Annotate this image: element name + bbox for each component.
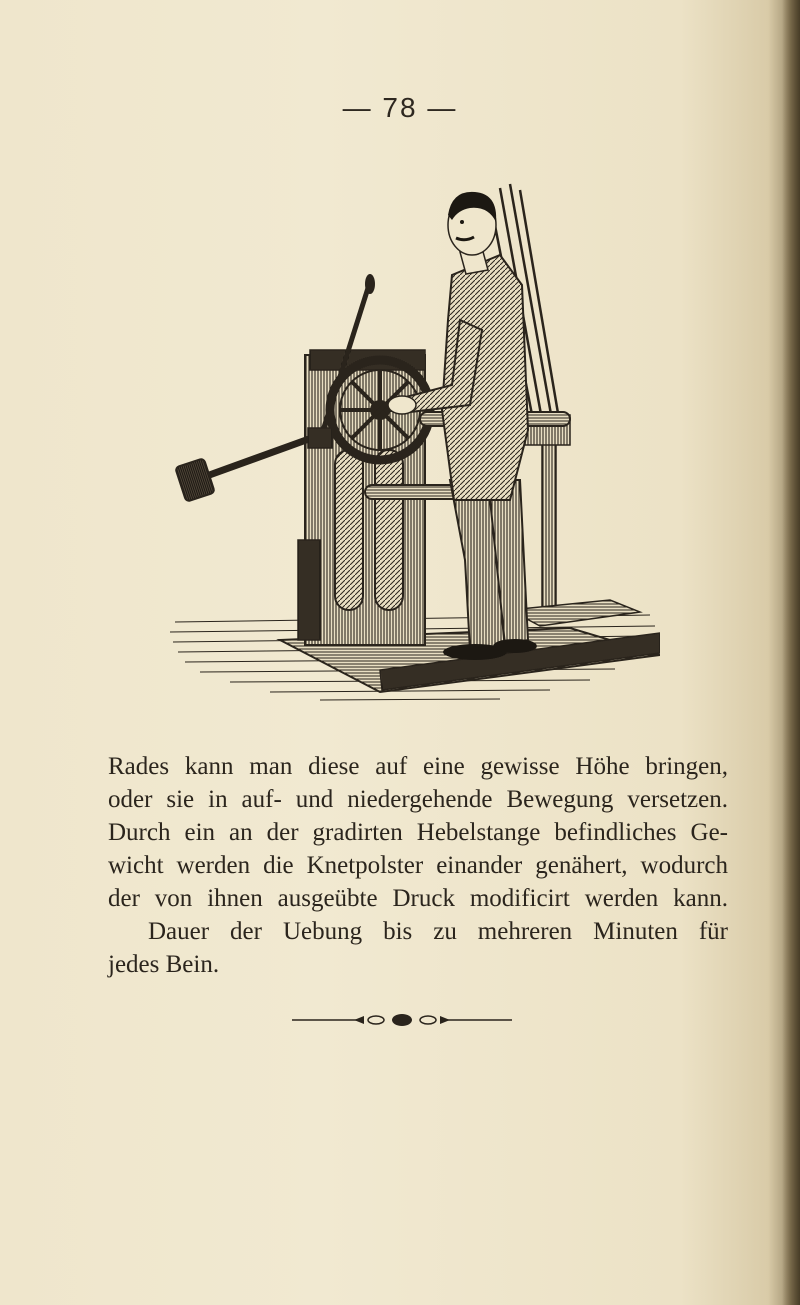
text-line-2: oder sie in auf- und niedergehende Bewegung versetzen.: [108, 786, 728, 813]
section-divider: [0, 1000, 800, 1040]
text-line-6: Dauer der Uebung bis zu mehreren Minuten für: [148, 918, 728, 945]
right-stand-post: [542, 435, 556, 615]
exercise-machine-illustration: [170, 180, 660, 710]
text-line-7: jedes Bein.: [108, 951, 220, 978]
text-line-5: der von ihnen ausgeübte Druck modificirt werden kann.: [108, 885, 728, 912]
binding-shadow: [782, 0, 800, 1305]
body-text: [108, 750, 728, 981]
text-line-4: wicht werden die Knetpolster einander genähert, wodurch: [108, 852, 728, 879]
text-line-3: Durch ein an der gradirten Hebelstange befindliches Ge-: [108, 819, 728, 846]
text-line-1: Rades kann man diese auf eine gewisse Höhe bringen,: [108, 753, 728, 780]
divider-ornament-icon: [292, 1012, 512, 1028]
page-number: — 78 —: [342, 92, 458, 123]
